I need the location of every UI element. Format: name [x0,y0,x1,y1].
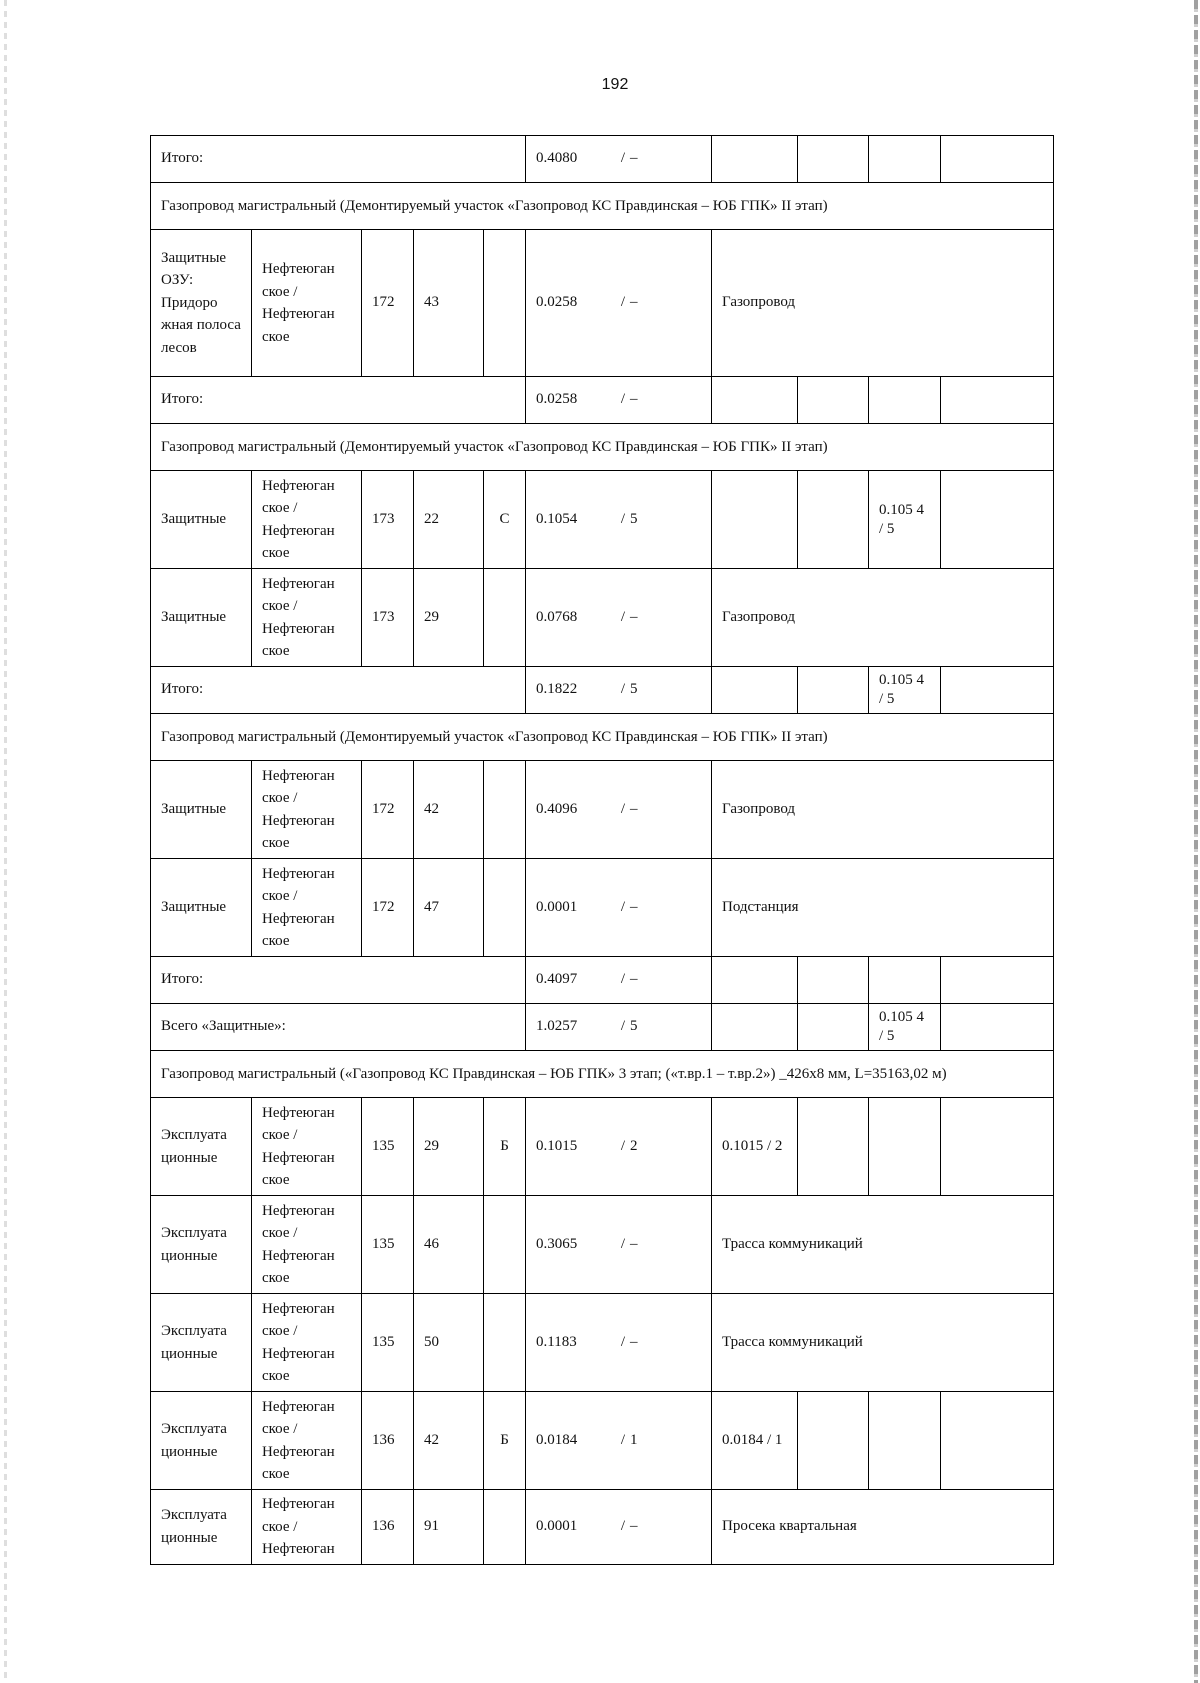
district-cell: Нефтеюган ское / Нефтеюган ское [252,1392,362,1490]
area-quality-cell [526,1294,712,1392]
total-cell-2 [712,136,798,183]
division-cell: 47 [414,859,484,957]
table-row [151,1490,1054,1565]
total-cell-5 [941,136,1054,183]
table-row [151,471,1054,569]
slash-separator: / [620,971,626,988]
quality-value: – [630,1235,638,1252]
value-cell-3 [798,1098,869,1196]
quality-value: – [630,1518,638,1534]
section-title: Газопровод магистральный (Демонтируемый участок «Газопровод КС Правдинская – ЮБ ГПК» II этап) [151,424,1054,471]
area-value: 0.1015 [536,1137,578,1154]
purpose-cell: Газопровод [712,230,1054,377]
total-row [151,667,1054,714]
forest-plot-table [150,135,1054,1565]
slash-separator: / [620,608,626,625]
total-row [151,957,1054,1004]
quality-value: – [630,608,638,625]
area-quality-cell [526,957,712,1004]
value-cell-3 [798,1392,869,1490]
table-row [151,230,1054,377]
section-title: Газопровод магистральный (Демонтируемый участок «Газопровод КС Правдинская – ЮБ ГПК» II этап) [151,714,1054,761]
total-label: Итого: [151,667,526,714]
total-label: Итого: [151,957,526,1004]
total-cell-5 [941,377,1054,424]
area-value: 0.4096 [536,800,578,817]
section-title: Газопровод магистральный («Газопровод КС Правдинская – ЮБ ГПК» 3 этап; («т.вр.1 – т.вр.2») _426х8 мм, L=35163,02 м) [151,1051,1054,1098]
quarter-cell: 172 [362,230,414,377]
total-label: Итого: [151,377,526,424]
slash-separator: / [620,1333,626,1350]
category-cell: Эксплуата ционные [151,1490,252,1565]
total-cell-5 [941,667,1054,714]
slash-separator: / [620,800,626,817]
category-cell: Эксплуата ционные [151,1294,252,1392]
total-cell-3 [798,957,869,1004]
area-quality-cell [526,1392,712,1490]
division-cell: 29 [414,1098,484,1196]
total-cell-3 [798,377,869,424]
category-cell: Защитные [151,471,252,569]
quarter-cell: 136 [362,1490,414,1565]
district-cell: Нефтеюган ское / Нефтеюган ское [252,761,362,859]
quarter-cell: 172 [362,761,414,859]
table-row [151,569,1054,667]
quarter-cell: 135 [362,1294,414,1392]
group-cell [484,1294,526,1392]
slash-separator: / [620,898,626,915]
total-cell-2 [712,1004,798,1051]
quality-value: – [630,150,638,167]
quarter-cell: 173 [362,471,414,569]
area-value: 0.0001 [536,898,578,915]
division-cell: 50 [414,1294,484,1392]
area-quality-cell [526,471,712,569]
purpose-cell: Газопровод [712,761,1054,859]
section-title: Газопровод магистральный (Демонтируемый участок «Газопровод КС Правдинская – ЮБ ГПК» II этап) [151,183,1054,230]
group-cell: Б [484,1392,526,1490]
table-row [151,1098,1054,1196]
value-cell-3 [798,471,869,569]
quality-value: 5 [630,510,638,527]
area-value: 1.0257 [536,1018,578,1035]
section-header-row [151,714,1054,761]
category-cell: Эксплуата ционные [151,1098,252,1196]
purpose-cell: Газопровод [712,569,1054,667]
category-cell: Защитные [151,761,252,859]
total-cell-4 [869,957,941,1004]
area-value: 0.4080 [536,150,578,167]
group-cell: Б [484,1098,526,1196]
quality-value: – [630,1333,638,1350]
group-cell: С [484,471,526,569]
purpose-cell: Трасса коммуникаций [712,1196,1054,1294]
area-quality-cell [526,569,712,667]
area-quality-cell [526,1098,712,1196]
area-value: 0.0258 [536,294,578,311]
quality-value: 5 [630,1018,638,1035]
area-quality-cell [526,667,712,714]
slash-separator: / [620,1235,626,1252]
quality-value: – [630,898,638,915]
area-value: 0.0768 [536,608,578,625]
total-cell-4 [869,377,941,424]
total-cell-3 [798,136,869,183]
total-label: Всего «Защитные»: [151,1004,526,1051]
value-cell-4: 0.105 4 / 5 [869,471,941,569]
category-cell: Защитные [151,569,252,667]
area-value: 0.0001 [536,1518,578,1534]
total-cell-4: 0.105 4 / 5 [869,667,941,714]
district-cell: Нефтеюган ское / Нефтеюган ское [252,859,362,957]
area-quality-cell [526,761,712,859]
purpose-cell: Трасса коммуникаций [712,1294,1054,1392]
total-cell-4: 0.105 4 / 5 [869,1004,941,1051]
area-value: 0.1054 [536,510,578,527]
area-quality-cell [526,1004,712,1051]
quarter-cell: 172 [362,859,414,957]
district-cell: Нефтеюган ское / Нефтеюган [252,1490,362,1565]
slash-separator: / [620,1518,626,1534]
division-cell: 42 [414,761,484,859]
district-cell: Нефтеюган ское / Нефтеюган ское [252,471,362,569]
quarter-cell: 173 [362,569,414,667]
division-cell: 22 [414,471,484,569]
slash-separator: / [620,681,626,698]
quarter-cell: 135 [362,1196,414,1294]
total-row [151,377,1054,424]
group-cell [484,569,526,667]
slash-separator: / [620,391,626,408]
area-value: 0.0184 [536,1431,578,1448]
division-cell: 43 [414,230,484,377]
quarter-cell: 135 [362,1098,414,1196]
table-row [151,761,1054,859]
table-row [151,1196,1054,1294]
value-cell-5 [941,1098,1054,1196]
total-label: Итого: [151,136,526,183]
division-cell: 91 [414,1490,484,1565]
scan-edge-left [4,0,7,1683]
category-cell: Защитные ОЗУ: Придоро жная полоса лесов [151,230,252,377]
area-quality-cell [526,136,712,183]
value-cell-2: 0.1015 / 2 [712,1098,798,1196]
slash-separator: / [620,510,626,527]
group-cell [484,1490,526,1565]
total-cell-2 [712,667,798,714]
table-row [151,1294,1054,1392]
area-quality-cell [526,859,712,957]
area-value: 0.0258 [536,391,578,408]
total-cell-2 [712,377,798,424]
quality-value: – [630,971,638,988]
quality-value: – [630,800,638,817]
area-quality-cell [526,377,712,424]
total-row [151,1004,1054,1051]
area-quality-cell [526,1490,712,1565]
total-cell-5 [941,957,1054,1004]
value-cell-4 [869,1392,941,1490]
total-cell-3 [798,667,869,714]
value-cell-4 [869,1098,941,1196]
quality-value: 1 [630,1431,638,1448]
division-cell: 46 [414,1196,484,1294]
slash-separator: / [620,1431,626,1448]
area-value: 0.3065 [536,1235,578,1252]
category-cell: Защитные [151,859,252,957]
slash-separator: / [620,294,626,311]
scan-edge-right [1194,0,1198,1683]
value-cell-5 [941,471,1054,569]
division-cell: 42 [414,1392,484,1490]
page-number: 192 [601,76,629,93]
group-cell [484,859,526,957]
quality-value: 5 [630,681,638,698]
table-row [151,1392,1054,1490]
quality-value: – [630,294,638,311]
total-cell-2 [712,957,798,1004]
district-cell: Нефтеюган ское / Нефтеюган ское [252,569,362,667]
area-value: 0.1183 [536,1333,577,1350]
quarter-cell: 136 [362,1392,414,1490]
area-quality-cell [526,1196,712,1294]
section-header-row [151,183,1054,230]
slash-separator: / [620,150,626,167]
group-cell [484,761,526,859]
group-cell [484,230,526,377]
section-header-row [151,1051,1054,1098]
district-cell: Нефтеюган ское / Нефтеюган ское [252,230,362,377]
slash-separator: / [620,1018,626,1035]
quality-value: 2 [630,1137,638,1154]
slash-separator: / [620,1137,626,1154]
total-cell-5 [941,1004,1054,1051]
category-cell: Эксплуата ционные [151,1196,252,1294]
total-cell-3 [798,1004,869,1051]
purpose-cell: Подстанция [712,859,1054,957]
area-value: 0.4097 [536,971,578,988]
value-cell-2: 0.0184 / 1 [712,1392,798,1490]
area-quality-cell [526,230,712,377]
total-row [151,136,1054,183]
value-cell-2 [712,471,798,569]
table-row [151,859,1054,957]
division-cell: 29 [414,569,484,667]
district-cell: Нефтеюган ское / Нефтеюган ское [252,1294,362,1392]
category-cell: Эксплуата ционные [151,1392,252,1490]
value-cell-5 [941,1392,1054,1490]
district-cell: Нефтеюган ское / Нефтеюган ское [252,1098,362,1196]
quality-value: – [630,391,638,408]
purpose-cell: Просека квартальная [712,1490,1054,1565]
total-cell-4 [869,136,941,183]
district-cell: Нефтеюган ское / Нефтеюган ское [252,1196,362,1294]
group-cell [484,1196,526,1294]
area-value: 0.1822 [536,681,578,698]
section-header-row [151,424,1054,471]
